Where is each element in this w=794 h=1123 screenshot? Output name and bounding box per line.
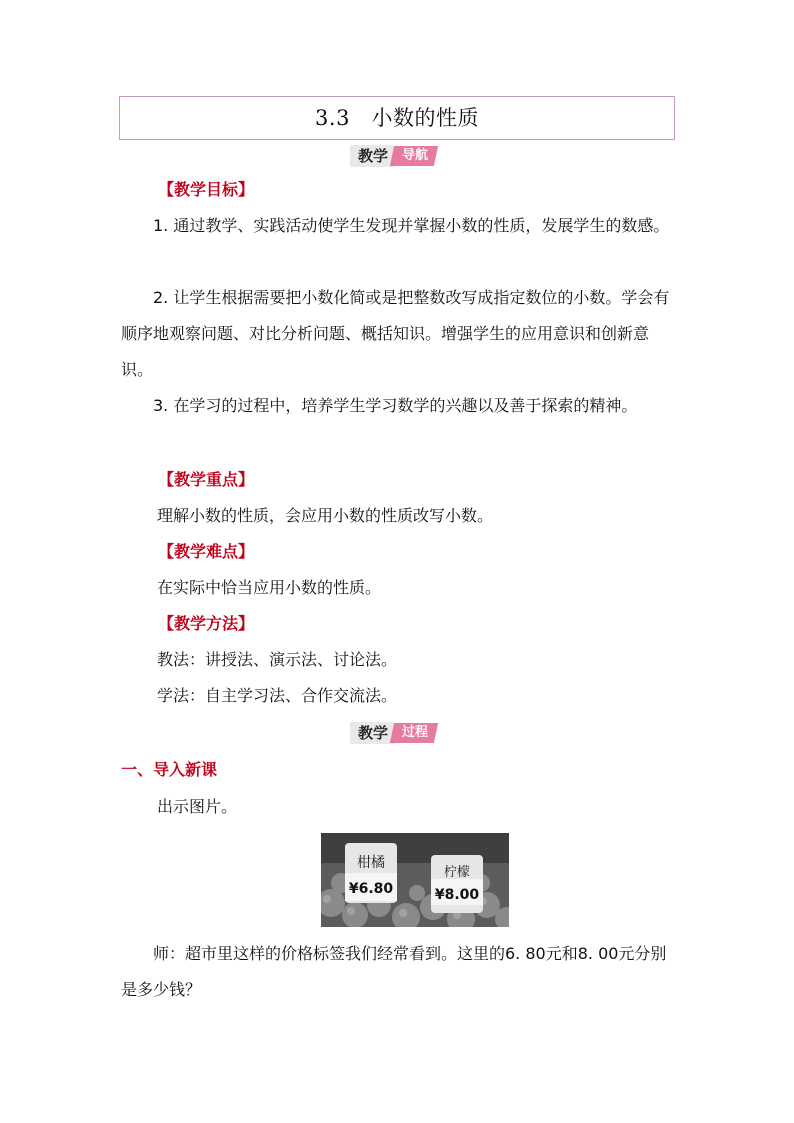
price-tag-photo — [321, 833, 509, 927]
difficulty-text: 在实际中恰当应用小数的性质。 — [157, 578, 382, 597]
objective-3: 3. 在学习的过程中，培养学生学习数学的兴趣以及善于探索的精神。 — [153, 396, 638, 415]
teacher-question: 师：超市里这样的价格标签我们经常看到。这里的6. 80元和8. 00元分别是多少钱？ — [121, 944, 667, 999]
heading-key-point: 【教学重点】 — [158, 470, 255, 489]
tag1-price: ¥6.80 — [348, 881, 394, 897]
page-title: 3.3 小数的性质 — [315, 106, 479, 130]
badge-left: 教学 — [350, 145, 394, 167]
heading-objectives: 【教学目标】 — [158, 180, 255, 199]
badge-left: 教学 — [350, 722, 394, 744]
badge-right: 导航 — [390, 146, 438, 166]
badge-teaching-guide — [350, 145, 436, 167]
show-picture-text: 出示图片。 — [157, 797, 238, 816]
badge-right: 过程 — [390, 723, 438, 743]
tag2-price: ¥8.00 — [434, 887, 480, 903]
tag2-label: 柠檬 — [443, 865, 471, 880]
key-point-text: 理解小数的性质，会应用小数的性质改写小数。 — [157, 506, 494, 525]
section-heading-intro: 一、导入新课 — [121, 760, 218, 779]
methods-teach: 教法：讲授法、演示法、讨论法。 — [157, 650, 398, 669]
title-box — [119, 96, 675, 140]
badge-teaching-process — [350, 722, 436, 744]
methods-learn: 学法：自主学习法、合作交流法。 — [157, 686, 398, 705]
heading-methods: 【教学方法】 — [158, 614, 255, 633]
objective-1: 1. 通过教学、实践活动使学生发现并掌握小数的性质，发展学生的数感。 — [153, 216, 670, 235]
objective-2: 2. 让学生根据需要把小数化简或是把整数改写成指定数位的小数。学会有顺序地观察问题、对比分析问题、概括知识。增强学生的应用意识和创新意识。 — [121, 288, 670, 379]
tag1-label: 柑橘 — [357, 855, 385, 871]
price-tag-photo-svg — [321, 833, 509, 927]
heading-difficulty: 【教学难点】 — [158, 542, 255, 561]
